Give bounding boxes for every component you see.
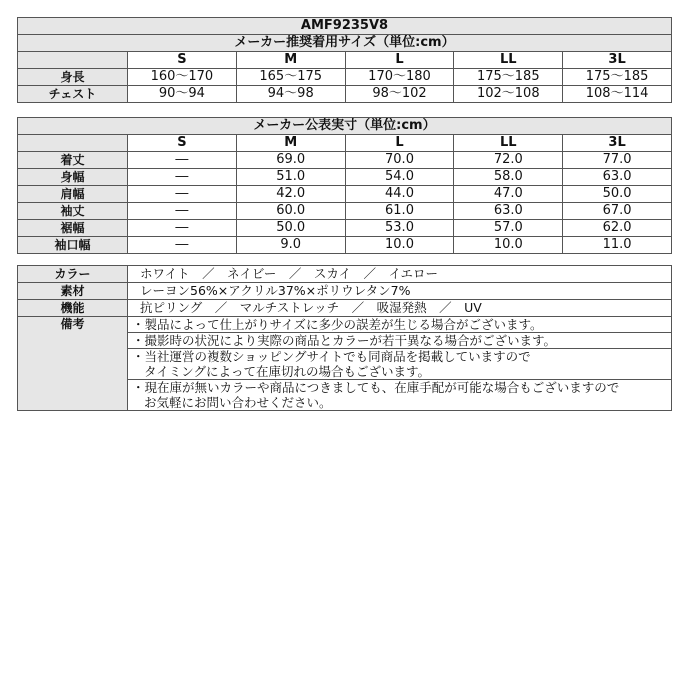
table-row (18, 186, 672, 203)
notes-label: 備考 (18, 317, 128, 411)
product-code: AMF9235V8 (18, 18, 672, 35)
cell-value: 108〜114 (563, 86, 672, 103)
cell-value: ― (128, 169, 237, 186)
cell-value: 63.0 (563, 169, 672, 186)
cell-value: 77.0 (563, 152, 672, 169)
color-value: ホワイト ／ ネイビー ／ スカイ ／ イエロー (128, 266, 672, 283)
table-row (18, 86, 672, 103)
cell-value: ― (128, 237, 237, 254)
cell-value: ― (128, 220, 237, 237)
row-label: 裾幅 (18, 220, 128, 237)
row-label: 袖丈 (18, 203, 128, 220)
function-value: 抗ピリング ／ マルチストレッチ ／ 吸湿発熱 ／ UV (128, 300, 672, 317)
cell-value: 10.0 (345, 237, 454, 254)
size-header-m: M (236, 52, 345, 69)
note-item (128, 380, 672, 411)
cell-value: ― (128, 152, 237, 169)
corner-cell (18, 135, 128, 152)
cell-value: 42.0 (236, 186, 345, 203)
table-row (18, 69, 672, 86)
corner-cell (18, 52, 128, 69)
row-label: チェスト (18, 86, 128, 103)
cell-value: 51.0 (236, 169, 345, 186)
size-header-l: L (345, 52, 454, 69)
cell-value: 62.0 (563, 220, 672, 237)
cell-value: 94〜98 (236, 86, 345, 103)
cell-value: 50.0 (236, 220, 345, 237)
table-row (18, 266, 672, 283)
table-row (18, 220, 672, 237)
cell-value: 102〜108 (454, 86, 563, 103)
table-row (18, 283, 672, 300)
row-label: 身長 (18, 69, 128, 86)
size-header-s: S (128, 52, 237, 69)
cell-value: 61.0 (345, 203, 454, 220)
cell-value: ― (128, 186, 237, 203)
cell-value: 58.0 (454, 169, 563, 186)
note-line: ・製品によって仕上がりサイズに多少の誤差が生じる場合がございます。 (132, 317, 543, 332)
size-header-m: M (236, 135, 345, 152)
cell-value: 160〜170 (128, 69, 237, 86)
color-label: カラー (18, 266, 128, 283)
note-item (128, 317, 672, 333)
cell-value: 53.0 (345, 220, 454, 237)
size-header-ll: LL (454, 52, 563, 69)
cell-value: 98〜102 (345, 86, 454, 103)
cell-value: 175〜185 (454, 69, 563, 86)
measured-size-table (17, 117, 672, 254)
cell-value: 90〜94 (128, 86, 237, 103)
size-header-ll: LL (454, 135, 563, 152)
table-row (18, 152, 672, 169)
table-row (18, 237, 672, 254)
table-row (18, 203, 672, 220)
table-row (18, 317, 672, 333)
note-line: ・現在庫が無いカラーや商品につきましても、在庫手配が可能な場合もございますので (132, 380, 620, 395)
cell-value: 57.0 (454, 220, 563, 237)
note-line: ・当社運営の複数ショッピングサイトでも同商品を掲載していますので (132, 349, 531, 364)
cell-value: 70.0 (345, 152, 454, 169)
note-line: ・撮影時の状況により実際の商品とカラーが若干異なる場合がございます。 (132, 333, 557, 348)
cell-value: 67.0 (563, 203, 672, 220)
measured-title: メーカー公表実寸（単位:cm） (18, 118, 672, 135)
row-label: 着丈 (18, 152, 128, 169)
function-label: 機能 (18, 300, 128, 317)
cell-value: 165〜175 (236, 69, 345, 86)
row-label: 袖口幅 (18, 237, 128, 254)
cell-value: 72.0 (454, 152, 563, 169)
cell-value: 69.0 (236, 152, 345, 169)
cell-value: 11.0 (563, 237, 672, 254)
size-header-l: L (345, 135, 454, 152)
size-header-s: S (128, 135, 237, 152)
cell-value: 60.0 (236, 203, 345, 220)
cell-value: 9.0 (236, 237, 345, 254)
cell-value: 170〜180 (345, 69, 454, 86)
cell-value: 63.0 (454, 203, 563, 220)
table-row (18, 300, 672, 317)
cell-value: 47.0 (454, 186, 563, 203)
row-label: 身幅 (18, 169, 128, 186)
row-label: 肩幅 (18, 186, 128, 203)
size-header-3l: 3L (563, 52, 672, 69)
cell-value: ― (128, 203, 237, 220)
cell-value: 50.0 (563, 186, 672, 203)
cell-value: 54.0 (345, 169, 454, 186)
recommended-title: メーカー推奨着用サイズ（単位:cm） (18, 35, 672, 52)
cell-value: 44.0 (345, 186, 454, 203)
cell-value: 175〜185 (563, 69, 672, 86)
note-item (128, 333, 672, 349)
note-line: タイミングによって在庫切れの場合もございます。 (144, 364, 431, 379)
product-info-table (17, 265, 672, 411)
size-header-3l: 3L (563, 135, 672, 152)
material-value: レーヨン56%×アクリル37%×ポリウレタン7% (128, 283, 672, 300)
table-row (18, 169, 672, 186)
recommended-size-table (17, 17, 672, 103)
note-item (128, 349, 672, 380)
material-label: 素材 (18, 283, 128, 300)
note-line: お気軽にお問い合わせください。 (144, 395, 332, 410)
cell-value: 10.0 (454, 237, 563, 254)
